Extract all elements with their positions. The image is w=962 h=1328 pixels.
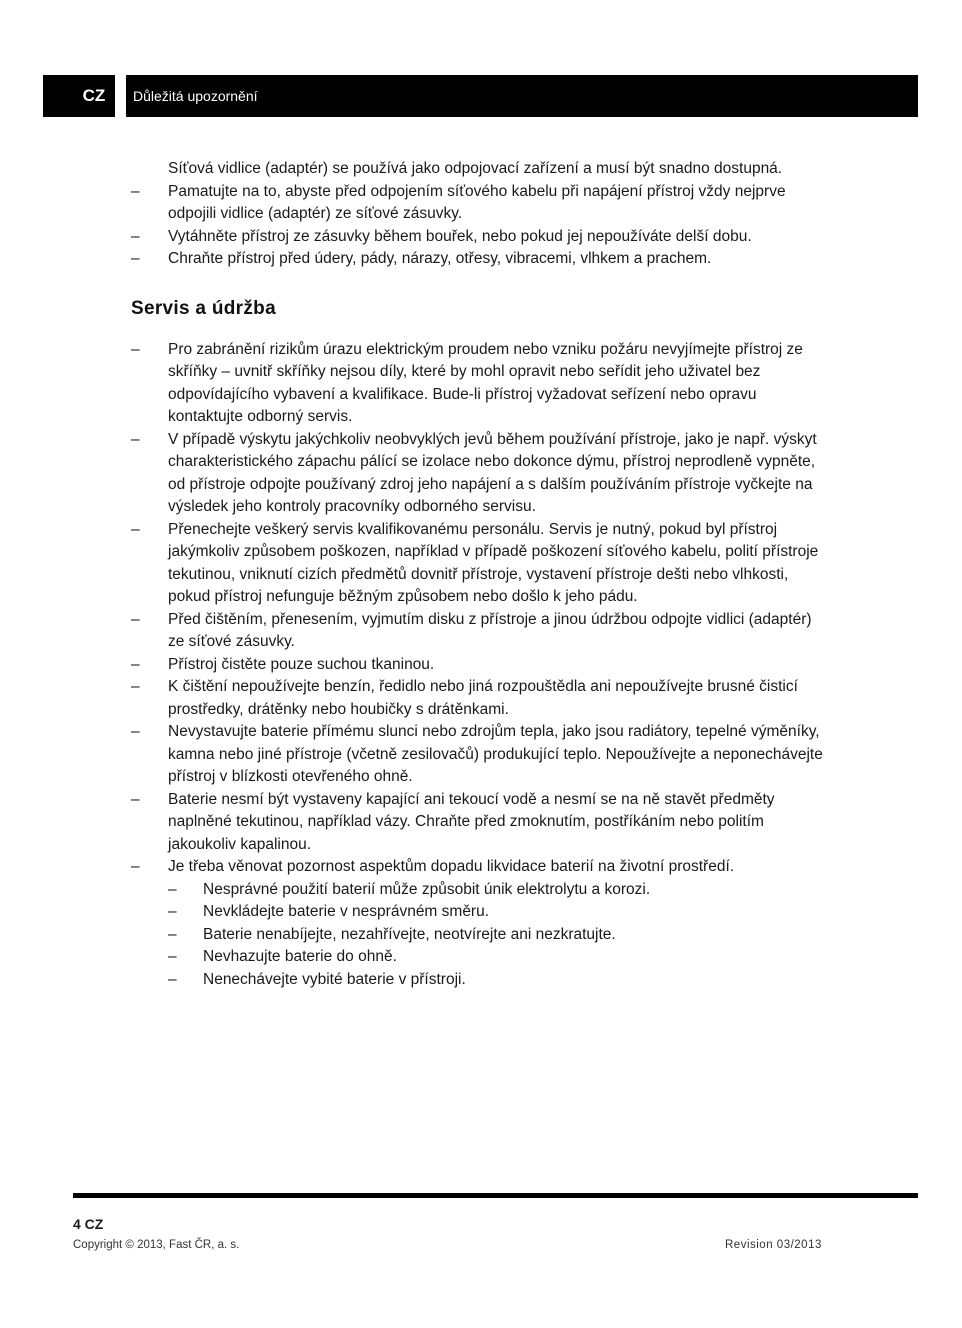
list-item-text: Pamatujte na to, abyste před odpojením síťového kabelu při napájení přístroj vždy nejprve odpojili vidlice (adaptér) ze síťové zásuvky. xyxy=(168,182,786,222)
list-dash: – xyxy=(131,182,140,200)
section-heading: Servis a údržba xyxy=(131,297,276,319)
list-item xyxy=(0,226,830,249)
header-title: Důležitá upozornění xyxy=(133,88,258,104)
sub-list-dash: – xyxy=(168,925,177,943)
sub-list-item xyxy=(0,969,830,992)
list-item-text: Nevystavujte baterie přímému slunci nebo zdrojům tepla, jako jsou radiátory, tepelné výměníky, kamna nebo jiné přístroje (včetně zesilovačů) produkující teplo. Nepoužívejte a neponechávejte přístroj v blízkosti otevřeného ohně. xyxy=(168,723,823,785)
list-item xyxy=(0,609,830,654)
revision-text: Revision 03/2013 xyxy=(725,1239,822,1251)
list-item-text: Přenechejte veškerý servis kvalifikovanému personálu. Servis je nutný, pokud byl přístroj jakýmkoliv způsobem poškozen, například v případě poškození síťového kabelu, polití přístroje tekutinou, vniknutí cizích předmětů dovnitř přístroje, vystavení přístroje dešti nebo vlhkosti, pokud přístroj nefunguje běžným způsobem nebo došlo k jeho pádu. xyxy=(168,520,819,605)
list-dash: – xyxy=(131,340,140,358)
list-item-text: Vytáhněte přístroj ze zásuvky během bouřek, nebo pokud jej nepoužíváte delší dobu. xyxy=(168,227,752,245)
list-item-text: Baterie nesmí být vystaveny kapající ani tekoucí vodě a nesmí se na ně stavět předměty naplněné tekutinou, například vázy. Chraňte před zmoknutím, postříkáním nebo politím jakoukoliv kapalinou. xyxy=(168,790,775,853)
header-bar xyxy=(126,75,918,117)
sub-list-item-text: Nenechávejte vybité baterie v přístroji. xyxy=(203,970,466,988)
sub-list-item xyxy=(0,924,830,947)
list-item-text: V případě výskytu jakýchkoliv neobvyklých jevů během používání přístroje, jako je např. výskyt charakteristického zápachu pálící se izolace nebo dokonce dýmu, přístroj neprodleně vypněte, od přístroje odpojte používaný zdroj jeho napájení a s dalším používáním přístroje vyčkejte na výsledek jeho kontroly pracovníky odborného servisu. xyxy=(168,430,817,515)
list-item-text: Chraňte přístroj před údery, pády, nárazy, otřesy, vibracemi, vlhkem a prachem. xyxy=(168,250,712,267)
list-item xyxy=(0,519,830,609)
sub-list-item-text: Nesprávné použití baterií může způsobit únik elektrolytu a korozi. xyxy=(203,880,651,898)
list-dash: – xyxy=(131,250,140,267)
list-item xyxy=(0,721,830,789)
sub-list-item-text: Baterie nenabíjejte, nezahřívejte, neotvírejte ani nezkratujte. xyxy=(203,925,616,943)
list-item xyxy=(0,181,830,226)
sub-list-item xyxy=(0,879,830,902)
list-dash: – xyxy=(131,227,140,245)
list-item-text: K čištění nepoužívejte benzín, ředidlo nebo jiná rozpouštědla ani nepoužívejte brusné čisticí prostředky, drátěnky nebo houbičky s drátěnkami. xyxy=(168,678,798,718)
page-content xyxy=(0,158,962,991)
header-language-badge xyxy=(43,75,115,117)
list-dash: – xyxy=(131,520,140,538)
list-dash: – xyxy=(131,430,140,448)
list-item xyxy=(0,676,830,721)
list-dash: – xyxy=(131,790,140,808)
list-item-text: Před čištěním, přenesením, vyjmutím disku z přístroje a jinou údržbou odpojte vidlici (adaptér) ze síťové zásuvky. xyxy=(168,610,812,650)
sub-list-item xyxy=(0,946,830,969)
sub-list-dash: – xyxy=(168,880,177,898)
list-item-text: Přístroj čistěte pouze suchou tkaninou. xyxy=(168,655,435,673)
list-item xyxy=(0,654,830,677)
list-dash: – xyxy=(131,678,140,695)
list-dash: – xyxy=(131,723,140,740)
page-number: 4 CZ xyxy=(73,1216,104,1232)
sub-list-item xyxy=(0,901,830,924)
list-item-text: Je třeba věnovat pozornost aspektům dopadu likvidace baterií na životní prostředí. xyxy=(168,858,735,875)
intro-paragraph xyxy=(0,158,830,181)
list-dash: – xyxy=(131,655,140,673)
list-item xyxy=(0,429,830,519)
list-item xyxy=(0,248,830,271)
sub-list-dash: – xyxy=(168,903,177,920)
copyright-text: Copyright © 2013, Fast ČR, a. s. xyxy=(73,1239,240,1251)
sub-list-dash: – xyxy=(168,970,177,988)
sub-list-item-text: Nevhazujte baterie do ohně. xyxy=(203,948,397,965)
list-item xyxy=(0,339,830,429)
list-item xyxy=(0,789,830,857)
sub-list-dash: – xyxy=(168,948,177,965)
sub-list-item-text: Nevkládejte baterie v nesprávném směru. xyxy=(203,903,490,920)
intro-paragraph-text: Síťová vidlice (adaptér) se používá jako odpojovací zařízení a musí být snadno dostupná. xyxy=(168,160,783,177)
list-dash: – xyxy=(131,858,140,875)
header-lang-label: CZ xyxy=(82,86,106,105)
list-dash: – xyxy=(131,610,140,628)
list-item-text: Pro zabránění rizikům úrazu elektrickým proudem nebo vzniku požáru nevyjímejte přístroj ze skříňky – uvnitř skříňky nejsou díly, které by mohl opravit nebo seřídit jeho uživatel bez odpovídajícího vybavení a kvalifikace. Bude-li přístroj vyžadovat seřízení nebo opravu kontaktujte odborný servis. xyxy=(168,340,803,425)
footer-divider xyxy=(73,1193,918,1198)
list-item xyxy=(0,856,830,879)
